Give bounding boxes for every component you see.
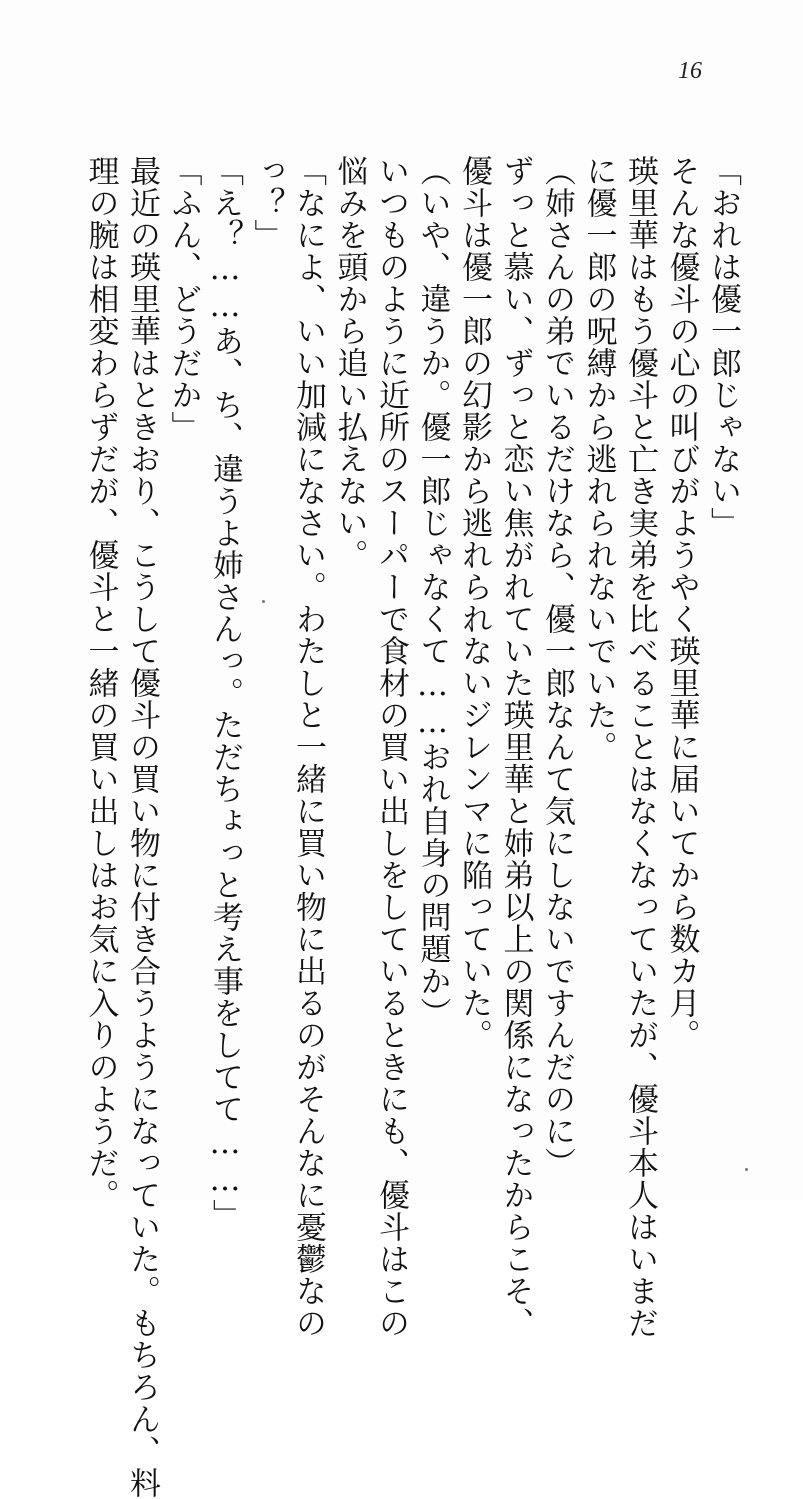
text-line: （姉さんの弟でいるだけなら、優一郎なんて気にしないですんだのに） (539, 155, 575, 1179)
text-line: っ？」 (248, 155, 285, 251)
text-line: 「おれは優一郎じゃない」 (705, 155, 741, 539)
scan-speck (262, 600, 265, 603)
text-line: 最近の瑛里華はときおり、こうして優斗の買い物に付き合うようになっていた。もちろん、料 (124, 155, 160, 1499)
text-line: ずっと慕い、ずっと恋い焦がれていた瑛里華と姉弟以上の関係になったからこそ、 (497, 155, 534, 1339)
vertical-text-block (43, 155, 743, 1499)
text-line: いつものように近所のスーパーで食材の買い出しをしているときにも、優斗はこの (373, 155, 409, 1339)
text-line: 「なによ、いい加減になさい。わたしと一緒に買い物に出るのがそんなに憂鬱なの (290, 155, 326, 1339)
text-line: 優斗は優一郎の幻影から逃れられないジレンマに陥っていた。 (456, 155, 492, 1051)
scan-speck (745, 1168, 748, 1171)
text-line: 「え？……あ、ち、違うよ姉さんっ。ただちょっと考え事をしてて……」 (207, 155, 243, 1231)
text-line: そんな優斗の心の叫びがようやく瑛里華に届いてから数カ月。 (663, 155, 700, 1051)
text-line: に優一郎の呪縛から逃れられないでいた。 (580, 155, 617, 763)
text-line: 悩みを頭から追い払えない。 (331, 155, 368, 571)
text-line: 理の腕は相変わらずだが、優斗と一緒の買い出しはお気に入りのようだ。 (82, 155, 119, 1211)
text-line: 瑛里華はもう優斗と亡き実弟を比べることはなくなっていたが、優斗本人はいまだ (622, 155, 658, 1339)
text-line: 「ふん、どうだか」 (165, 155, 202, 443)
text-line: （いや、違うか。優一郎じゃなくて……おれ自身の問題か） (414, 155, 451, 1029)
page-number: 16 (678, 58, 702, 84)
